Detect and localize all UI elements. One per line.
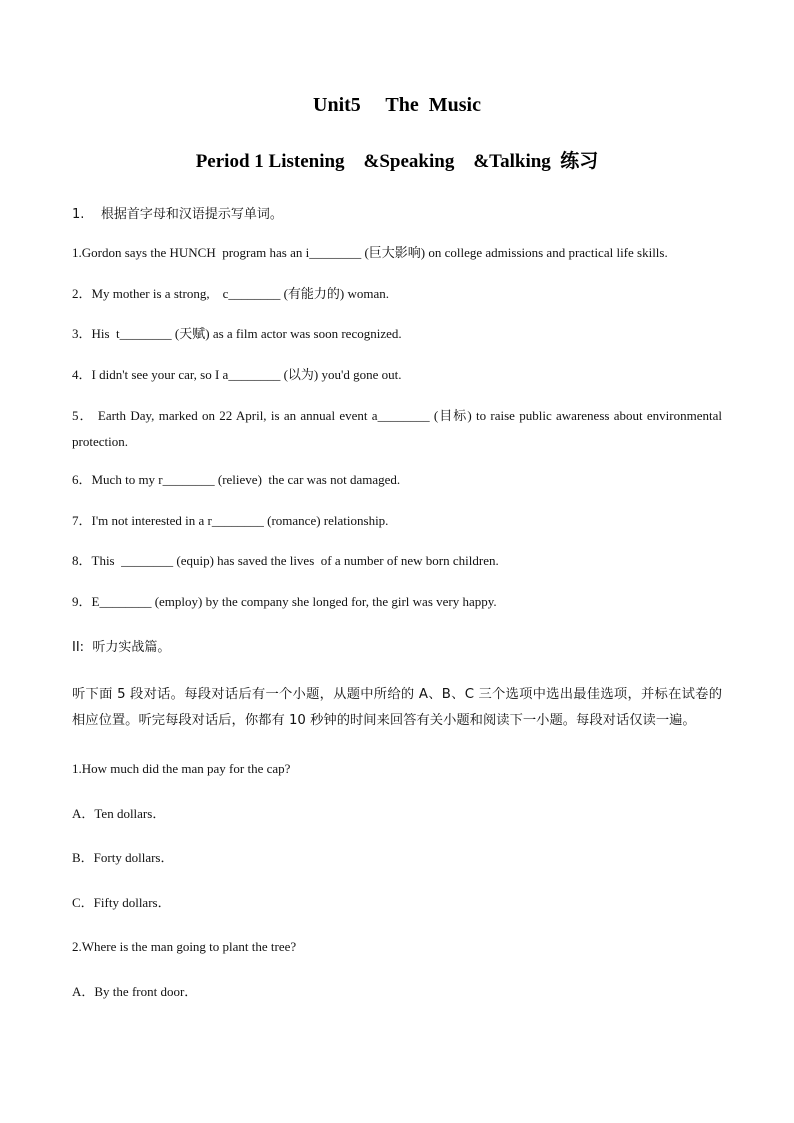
question-1-option-b: B．Forty dollars．: [72, 850, 174, 865]
question-1-option-a: A．Ten dollars．: [72, 806, 166, 821]
exercise-item-6: 6．Much to my r________ (relieve) the car was not damaged.: [72, 472, 401, 487]
exercise-item-7: 7．I'm not interested in a r________ (romance) relationship.: [72, 513, 389, 528]
exercise-item-2: 2．My mother is a strong, c________ (有能力的) woman.: [72, 286, 390, 301]
exercise-item-8: 8．This ________ (equip) has saved the lives of a number of new born children.: [72, 553, 499, 568]
exercise-item-4: 4．I didn't see your car, so I a________ (以为) you'd gone out.: [72, 367, 402, 382]
exercise-item-1: 1.Gordon says the HUNCH program has an i________ (巨大影响) on college admissions and practical life skills.: [72, 245, 668, 260]
question-1: 1.How much did the man pay for the cap?: [72, 761, 291, 776]
exercise-item-9: 9．E________ (employ) by the company she longed for, the girl was very happy.: [72, 594, 497, 609]
section2-heading: II: 听力实战篇。: [72, 640, 171, 655]
page-subtitle: Period 1 Listening &Speaking &Talking 练习: [195, 151, 599, 172]
section1-heading: 1. 根据首字母和汉语提示写单词。: [72, 207, 283, 222]
question-1-option-c: C．Fifty dollars．: [72, 895, 171, 910]
listening-instructions: 听下面 5 段对话。每段对话后有一个小题，从题中所给的 A、B、C 三个选项中选出最佳选项，并标在试卷的相应位置。听完每段对话后，你都有 10 秒钟的时间来回答有关小题和阅读下一小题。每段对话仅读一遍。: [72, 687, 722, 728]
question-2: 2.Where is the man going to plant the tree?: [72, 939, 297, 954]
question-2-option-a: A．By the front door．: [72, 984, 198, 999]
exercise-item-3: 3．His t________ (天赋) as a film actor was soon recognized.: [72, 326, 402, 341]
page-title: Unit5 The Music: [313, 94, 481, 116]
exercise-item-5: 5． Earth Day, marked on 22 April, is an annual event a________ (目标) to raise public awareness about environmental protection.: [72, 408, 722, 449]
